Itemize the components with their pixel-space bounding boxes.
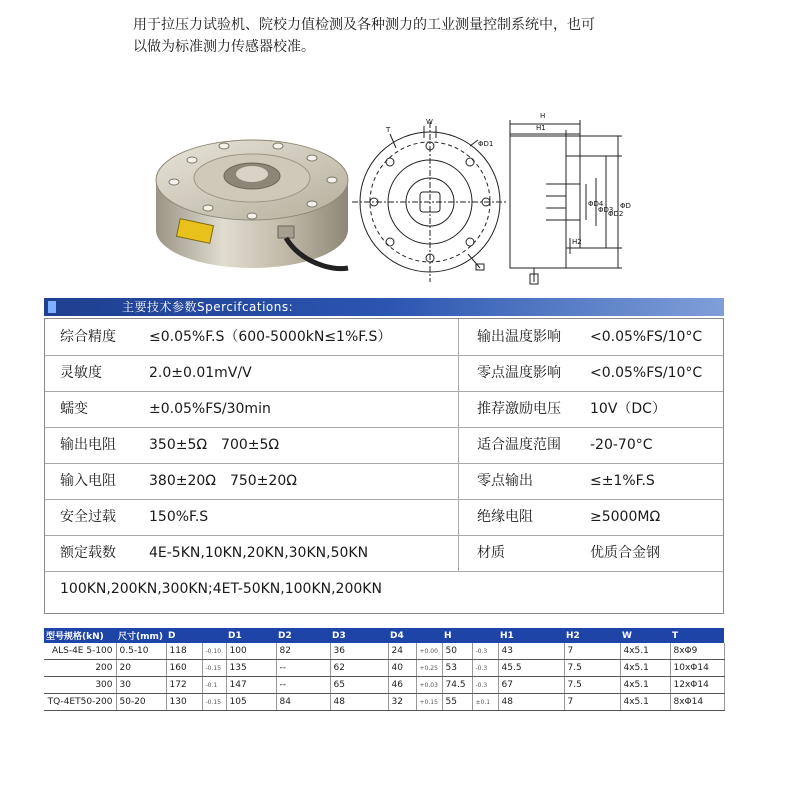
spec-row: [45, 319, 723, 356]
label-D3: ΦD3: [598, 206, 614, 214]
spec-value: ±0.05%FS/30min: [149, 401, 271, 417]
label-D1: ΦD1: [478, 140, 494, 148]
spec-label: 灵敏度: [60, 365, 102, 381]
spec-row-extra: [45, 571, 723, 607]
column-header: D3: [330, 628, 388, 643]
table-cell: ALS-4E 5-100: [44, 643, 116, 660]
column-header: H: [442, 628, 472, 643]
table-cell: 53: [442, 660, 472, 677]
table-cell: 300: [44, 677, 116, 694]
table-cell: 74.5: [442, 677, 472, 694]
label-D4: ΦD4: [588, 200, 604, 208]
product-photo: [148, 118, 360, 278]
dimension-drawing: [350, 104, 650, 296]
label-H1: H1: [536, 124, 546, 132]
model-table-body: [44, 643, 724, 711]
spec-header-bar: [44, 298, 724, 316]
label-H2: H2: [572, 238, 582, 246]
table-cell: 4x5.1: [620, 643, 670, 660]
tolerance-cell: -0.3: [472, 643, 498, 660]
table-cell: 100: [226, 643, 276, 660]
spec-value: ≤±1%F.S: [590, 473, 655, 489]
table-row: [44, 677, 724, 694]
spec-title: 主要技术参数Spercifcations:: [122, 300, 294, 314]
spec-label: 零点输出: [477, 473, 533, 489]
tolerance-cell: -0.15: [202, 694, 226, 711]
label-T: T: [386, 126, 391, 134]
table-cell: 43: [498, 643, 564, 660]
spec-label: 适合温度范围: [477, 437, 561, 453]
spec-value: -20-70°C: [590, 437, 653, 453]
table-cell: 24: [388, 643, 416, 660]
table-cell: 7.5: [564, 677, 620, 694]
table-cell: 84: [276, 694, 330, 711]
spec-row: [45, 499, 723, 536]
table-cell: 30: [116, 677, 166, 694]
column-header: W: [620, 628, 670, 643]
table-row: [44, 643, 724, 660]
table-cell: 82: [276, 643, 330, 660]
intro-line-1: 用于拉压力试验机、院校力值检测及各种测力的工业测量控制系统中，也可: [133, 17, 595, 33]
table-cell: 40: [388, 660, 416, 677]
table-cell: 130: [166, 694, 202, 711]
header-square-icon: [48, 301, 56, 313]
spec-row: [45, 391, 723, 428]
table-cell: 10xΦ14: [670, 660, 724, 677]
spec-value: <0.05%FS/10°C: [590, 329, 703, 345]
spec-value: 10V（DC）: [590, 401, 666, 417]
spec-extra-value: 100KN,200KN,300KN;4ET-50KN,100KN,200KN: [60, 581, 382, 597]
column-header: H2: [564, 628, 620, 643]
spec-label: 材质: [477, 545, 505, 561]
spec-value: 4E-5KN,10KN,20KN,30KN,50KN: [149, 545, 369, 561]
tolerance-cell: -0.3: [472, 660, 498, 677]
column-header: 尺寸(mm): [116, 628, 166, 643]
table-cell: 50: [442, 643, 472, 660]
table-cell: --: [276, 660, 330, 677]
table-cell: 172: [166, 677, 202, 694]
column-header: H1: [498, 628, 564, 643]
spec-value: 350±5Ω 700±5Ω: [149, 437, 280, 453]
tolerance-cell: -0.15: [202, 660, 226, 677]
column-header: [472, 628, 498, 643]
spec-label: 输出电阻: [60, 437, 116, 453]
table-cell: 4x5.1: [620, 677, 670, 694]
spec-row: [45, 427, 723, 464]
table-cell: 0.5-10: [116, 643, 166, 660]
table-cell: 67: [498, 677, 564, 694]
table-cell: 118: [166, 643, 202, 660]
spec-label: 输入电阻: [60, 473, 116, 489]
column-header: 型号规格(kN): [44, 628, 116, 643]
label-W: W: [426, 118, 433, 126]
table-cell: 50-20: [116, 694, 166, 711]
model-table: [44, 628, 725, 711]
spec-label: 绝缘电阻: [477, 509, 533, 525]
table-cell: 7: [564, 694, 620, 711]
spec-label: 综合精度: [60, 329, 116, 345]
spec-value: ≤0.05%F.S（600-5000kN≤1%F.S）: [149, 329, 392, 345]
spec-row: [45, 535, 723, 572]
table-row: [44, 694, 724, 711]
table-cell: 12xΦ14: [670, 677, 724, 694]
spec-row: [45, 463, 723, 500]
table-cell: 45.5: [498, 660, 564, 677]
table-cell: 65: [330, 677, 388, 694]
column-header: [202, 628, 226, 643]
label-D: ΦD: [620, 202, 631, 210]
spec-value: 2.0±0.01mV/V: [149, 365, 252, 381]
table-cell: 20: [116, 660, 166, 677]
table-cell: 4x5.1: [620, 660, 670, 677]
table-cell: 48: [498, 694, 564, 711]
table-cell: 46: [388, 677, 416, 694]
table-cell: 62: [330, 660, 388, 677]
table-cell: --: [276, 677, 330, 694]
column-header: D: [166, 628, 202, 643]
table-cell: 48: [330, 694, 388, 711]
table-cell: 8xΦ14: [670, 694, 724, 711]
table-cell: 160: [166, 660, 202, 677]
spec-value: 150%F.S: [149, 509, 209, 525]
column-header: T: [670, 628, 724, 643]
table-cell: 36: [330, 643, 388, 660]
table-cell: 7: [564, 643, 620, 660]
intro-line-2: 以做为标准测力传感器校准。: [133, 39, 315, 55]
tolerance-cell: -0.1: [202, 677, 226, 694]
spec-label: 蠕变: [60, 401, 88, 417]
column-header: [416, 628, 442, 643]
column-header: D1: [226, 628, 276, 643]
table-cell: TQ-4ET50-200: [44, 694, 116, 711]
table-cell: 147: [226, 677, 276, 694]
column-header: D4: [388, 628, 416, 643]
model-table-wrapper: [44, 628, 724, 711]
tolerance-cell: +0.15: [416, 694, 442, 711]
tolerance-cell: +0.00: [416, 643, 442, 660]
spec-label: 额定载数: [60, 545, 116, 561]
table-cell: 4x5.1: [620, 694, 670, 711]
table-cell: 8xΦ9: [670, 643, 724, 660]
table-header-row: [44, 628, 724, 643]
intro-text: [133, 14, 733, 58]
spec-label: 推荐激励电压: [477, 401, 561, 417]
table-cell: 7.5: [564, 660, 620, 677]
tolerance-cell: +0.25: [416, 660, 442, 677]
spec-label: 输出温度影响: [477, 329, 561, 345]
label-H: H: [540, 112, 546, 120]
spec-value: 380±20Ω 750±20Ω: [149, 473, 297, 489]
column-header: D2: [276, 628, 330, 643]
table-cell: 200: [44, 660, 116, 677]
spec-value: 优质合金钢: [590, 545, 660, 561]
spec-label: 零点温度影响: [477, 365, 561, 381]
spec-label: 安全过载: [60, 509, 116, 525]
table-cell: 55: [442, 694, 472, 711]
tolerance-cell: ±0.1: [472, 694, 498, 711]
tolerance-cell: -0.3: [472, 677, 498, 694]
table-row: [44, 660, 724, 677]
label-D2: ΦD2: [608, 210, 624, 218]
table-cell: 32: [388, 694, 416, 711]
spec-value: <0.05%FS/10°C: [590, 365, 703, 381]
table-cell: 135: [226, 660, 276, 677]
tolerance-cell: -0.10: [202, 643, 226, 660]
spec-row: [45, 355, 723, 392]
spec-value: ≥5000MΩ: [590, 509, 661, 525]
spec-table: [44, 318, 724, 614]
tolerance-cell: +0.03: [416, 677, 442, 694]
table-cell: 105: [226, 694, 276, 711]
